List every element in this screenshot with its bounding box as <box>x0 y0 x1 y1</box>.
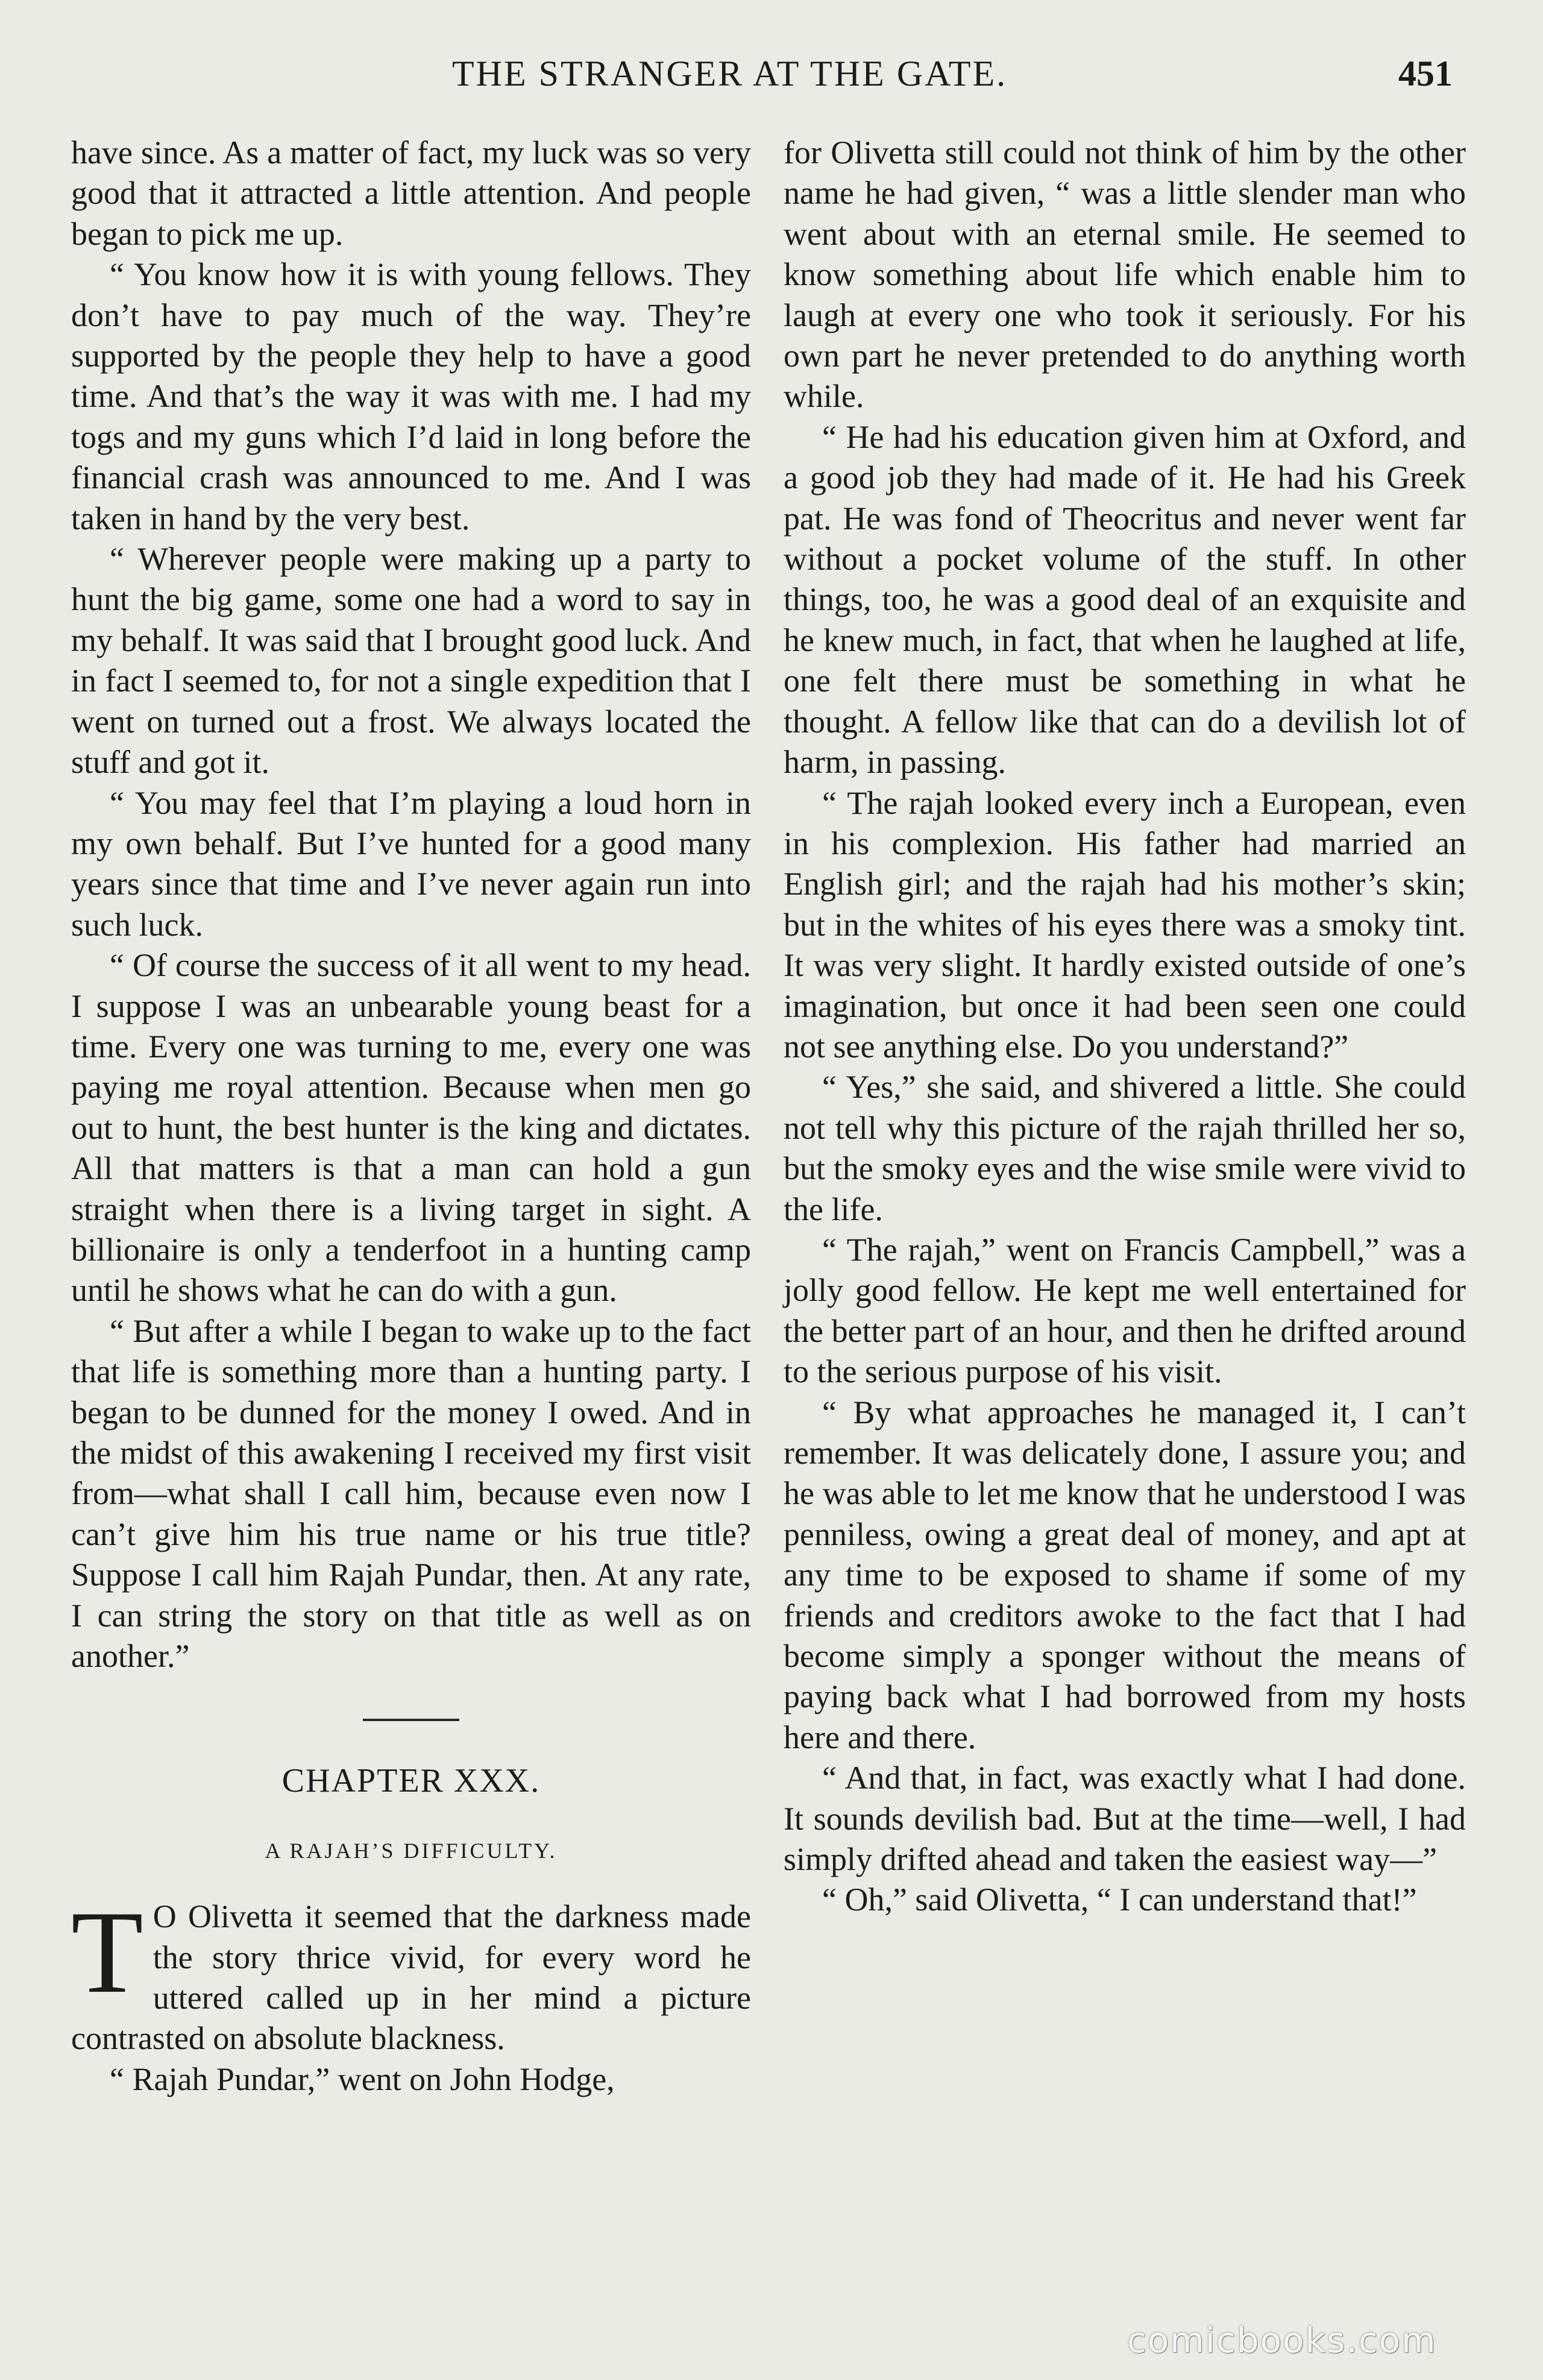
paragraph: “ Wherever people were making up a party to hunt the big game, some one had a word to say in my behalf. It was said that I brought good luck. And in fact I seemed to, for not a single expedition that I went on turned out a frost. We always located the stuff and got it. <box>71 541 751 781</box>
chapter-opening-text: O Olivetta it seemed that the darkness made the story thrice vivid, for every word he uttered called up in her mind a picture contrasted on absolute blackness. <box>71 1898 751 2057</box>
chapter-subtitle: A RAJAH’S DIFFICULTY. <box>265 1838 558 1863</box>
drop-cap: T <box>71 1887 143 2018</box>
paragraph: “ You know how it is with young fellows. They don’t have to pay much of the way. They’re supported by the people they help to have a good time. And that’s the way it was with me. I had my togs and my guns which I’d laid in long before the financial crash was announced to me. And I was taken in hand by the very best. <box>71 256 751 537</box>
section-divider <box>363 1719 459 1721</box>
paragraph: have since. As a matter of fact, my luck was so very good that it attracted a little attention. And people began to pick me up. <box>71 134 751 252</box>
paragraph: “ But after a while I began to wake up to the fact that life is something more than a hunting party. I began to be dunned for the money I owed. And in the midst of this awakening I received my first visit from—what shall I call him, because even now I can’t give him his true name or his true title? Suppose I call him Rajah Pundar, then. At any rate, I can string the story on that title as well as on another.” <box>71 1312 751 1675</box>
paragraph: “ Of course the success of it all went to my head. I suppose I was an unbearable young beast for a time. Every one was turning to me, every one was paying me royal attention. Because when men go out to hunt, the best hunter is the king and dictates. All that matters is that a man can hold a gun straight when there is a living target in sight. A billionaire is only a tenderfoot in a hunting camp until he shows what he can do with a gun. <box>71 947 751 1309</box>
paragraph: “ He had his education given him at Oxford, and a good job they had made of it. He had his Greek pat. He was fond of Theocritus and never went far without a pocket volume of the stuff. In other things, too, he was a good deal of an exquisite and he knew much, in fact, that when he laughed at life, one felt there must be something in what he thought. A fellow like that can do a devilish lot of harm, in passing. <box>784 418 1466 781</box>
paragraph: “ By what approaches he managed it, I can’t remember. It was delicately done, I assure you; and he was able to let me know that he understood I was penniless, owing a great deal of money, and apt at any time to be exposed to shame if some of my friends and creditors awoke to the fact that I had become simply a sponger without the means of paying back what I had borrowed from my hosts here and there. <box>784 1394 1466 1755</box>
chapter-title: CHAPTER XXX. <box>281 1762 541 1800</box>
paragraph: “ You may feel that I’m playing a loud horn in my own behalf. But I’ve hunted for a good many years since that time and I’ve never again run into such luck. <box>71 784 751 943</box>
paragraph: “ Rajah Pundar,” went on John Hodge, <box>110 2060 615 2097</box>
left-column <box>71 133 751 2100</box>
paragraph: “ And that, in fact, was exactly what I had done. It sounds devilish bad. But at the time—well, I had simply drifted ahead and taken the easiest way—” <box>784 1760 1466 1878</box>
page-number: 451 <box>1398 54 1453 93</box>
paragraph: for Olivetta still could not think of him by the other name he had given, “ was a little slender man who went about with an eternal smile. He seemed to know something about life which enable him to laugh at every one who took it seriously. For his own part he never pretended to do anything worth while. <box>784 134 1466 415</box>
paragraph: “ Yes,” she said, and shivered a little. She could not tell why this picture of the rajah thrilled her so, but the smoky eyes and the wise smile were vivid to the life. <box>784 1069 1466 1227</box>
running-header <box>0 53 1543 107</box>
paragraph: “ Oh,” said Olivetta, “ I can understand that!” <box>822 1881 1417 1918</box>
running-title: THE STRANGER AT THE GATE. <box>452 54 1008 93</box>
paragraph: “ The rajah looked every inch a European, even in his complexion. His father had married an English girl; and the rajah had his mother’s skin; but in the whites of his eyes there was a smoky tint. It was very slight. It hardly existed outside of one’s imagination, but once it had been seen one could not see anything else. Do you understand?” <box>784 784 1466 1065</box>
site-watermark: comicbooks.com <box>1127 2320 1437 2361</box>
paragraph: “ The rajah,” went on Francis Campbell,” was a jolly good fellow. He kept me well entertained for the better part of an hour, and then he drifted around to the serious purpose of his visit. <box>784 1231 1466 1390</box>
right-column <box>784 133 1466 1921</box>
chapter-opening-paragraph <box>71 1887 751 2059</box>
